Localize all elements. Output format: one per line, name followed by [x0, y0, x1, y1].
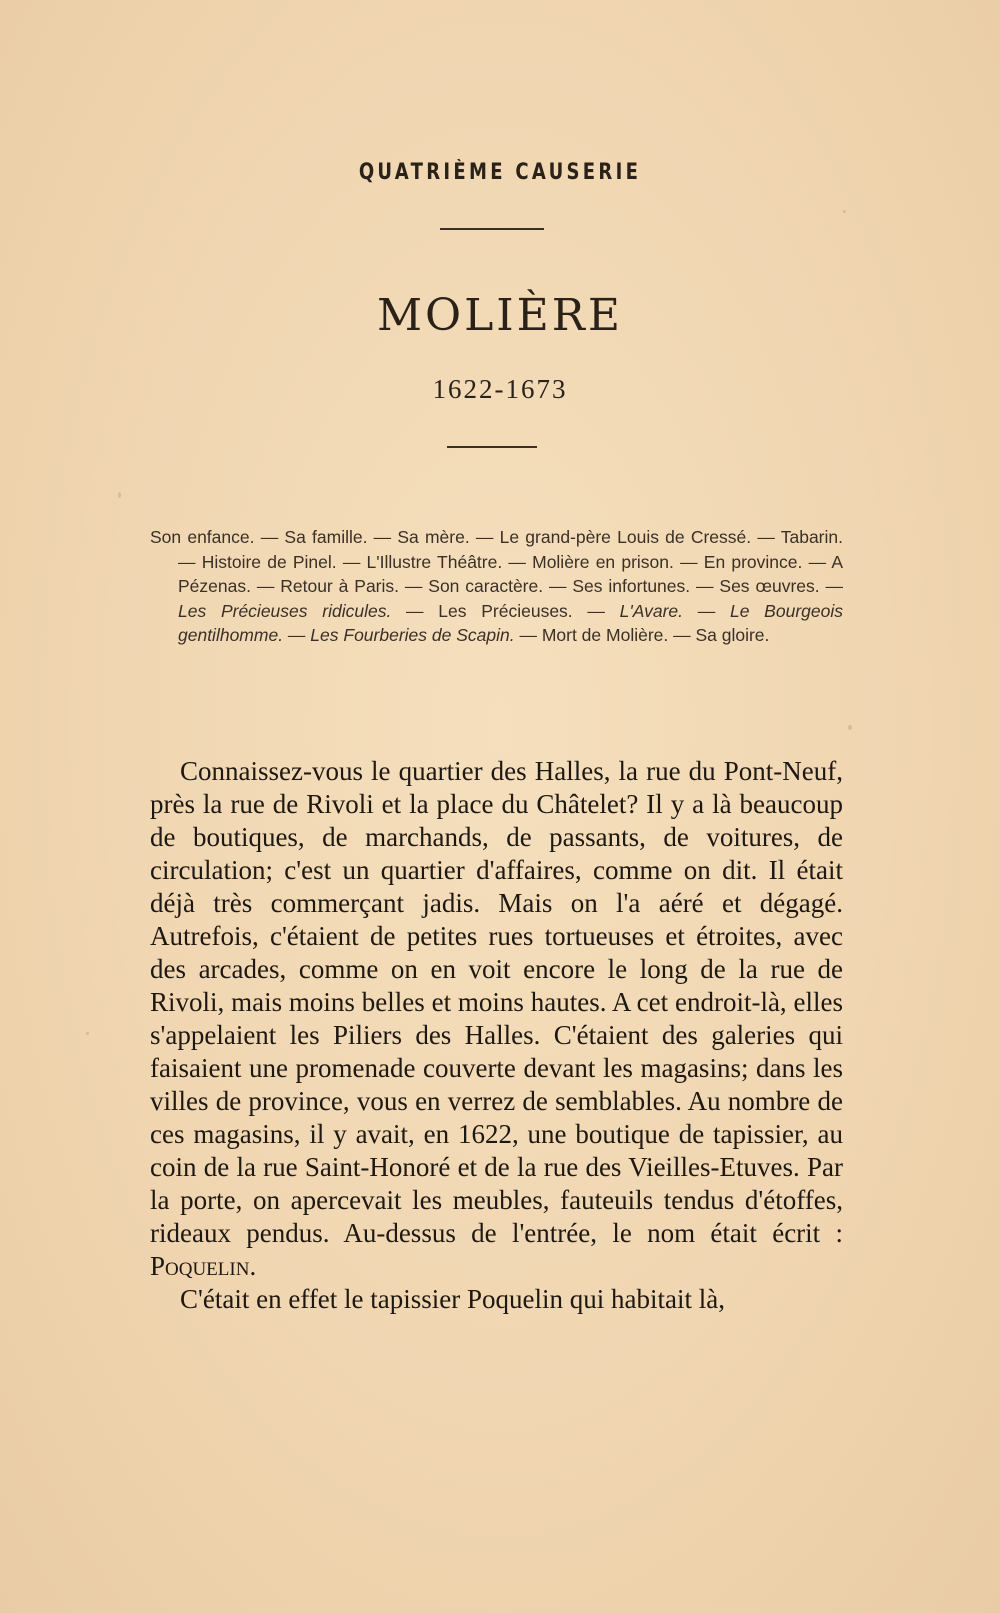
divider-bottom [447, 446, 537, 448]
chapter-title: MOLIÈRE [376, 290, 624, 341]
summary-paragraph [150, 525, 843, 648]
sign-name: Poquelin [150, 1251, 250, 1281]
body-paragraph-2: C'était en effet le tapissier Poquelin qui habitait là, [180, 1284, 725, 1314]
summary-text: — Les Précieuses. — [391, 600, 620, 621]
body-text [150, 755, 843, 1316]
body-text-run: . [249, 1251, 257, 1281]
summary-title-italic: Les Précieuses ridicules. [178, 600, 392, 621]
divider-top [440, 228, 544, 230]
summary-title-italic: Les Fourberies de Scapin. [310, 625, 515, 645]
summary-text: — [283, 625, 311, 645]
body-text-run: Connaissez-vous le quartier des Halles, la rue du Pont-Neuf, près la rue de Rivoli et la place du Châtelet? Il y a là beaucoup de boutiques, de marchands, de passants, de voitures, de circulation; c'est un quartier d'affaires, comme on dit. Il était déjà très commerçant jadis. Mais on l'a aéré et dégagé. Autrefois, c'étaient de petites rues tortueuses et étroites, avec des arcades, comme on en voit encore le long de la rue de Rivoli, mais moins belles et moins hautes. A cet endroit-là, elles s'appelaient les Piliers des Halles. C'étaient des galeries qui faisaient une promenade couverte devant les magasins; dans les villes de province, vous en verrez de semblables. Au nombre de ces magasins, il y avait, en 1622, une boutique de tapissier, au coin de la rue Saint-Honoré et de la rue des Vieilles-Etuves. Par la porte, on apercevait les meubles, fauteuils tendus d'étoffes, rideaux pendus. Au-dessus de l'entrée, le nom était écrit : [150, 756, 843, 1248]
section-label: QUATRIÈME CAUSERIE [358, 160, 642, 185]
chapter-dates: 1622-1673 [432, 374, 568, 404]
summary-title-italic: L'Avare. [619, 600, 683, 621]
summary-text: Son enfance. — Sa famille. — Sa mère. — Le grand-père Louis de Cressé. — Tabarin. — Histoire de Pinel. — L'Illustre Théâtre. — Molière en prison. — En province. — A Pézenas. — Retour à Paris. — Son caractère. — Ses infortunes. — Ses œuvres. — [150, 527, 843, 596]
paper-speck [118, 492, 121, 498]
chapter-summary [150, 525, 843, 648]
paper-speck [848, 725, 852, 730]
summary-text: — [683, 600, 730, 621]
summary-title-italic: Le Bourgeois gentilhomme. [178, 600, 843, 645]
paper-speck [843, 210, 846, 213]
summary-text: — Mort de Molière. — Sa gloire. [514, 625, 770, 645]
paper-speck [86, 1032, 89, 1035]
body-paragraph-1 [150, 755, 843, 1283]
